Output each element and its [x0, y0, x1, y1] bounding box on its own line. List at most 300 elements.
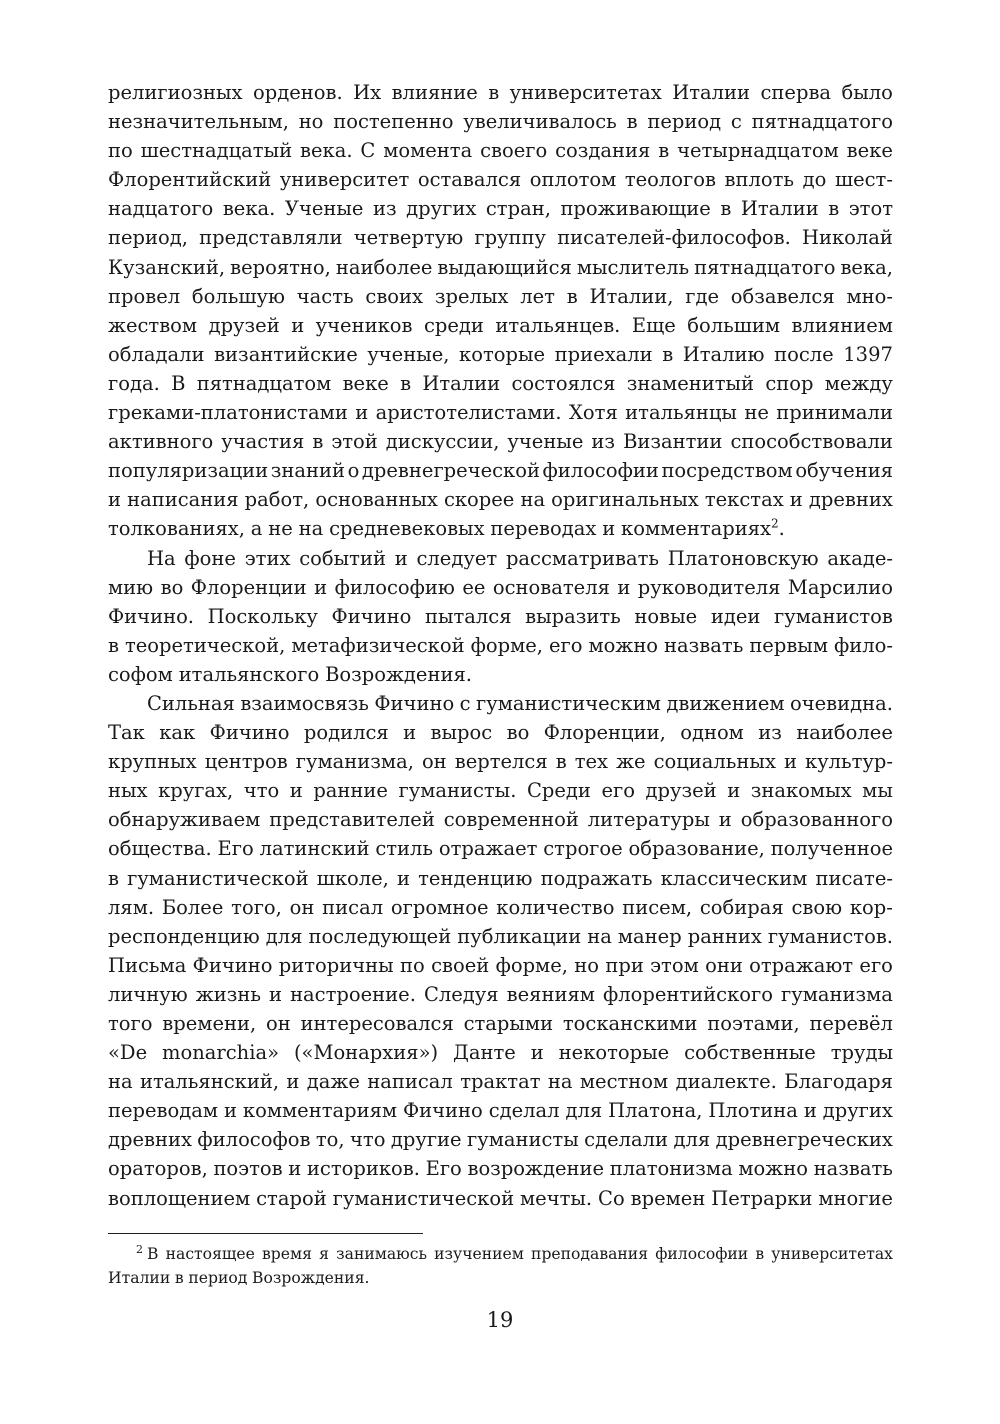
word: гуманистов	[774, 604, 893, 628]
word: современной	[443, 808, 579, 832]
word: Италии	[740, 197, 819, 221]
word: которые	[459, 342, 546, 366]
footnote-divider	[108, 1233, 423, 1234]
page-body	[108, 78, 893, 1213]
word: обладали	[108, 342, 205, 366]
word: Со	[598, 1186, 625, 1210]
word: философии	[542, 459, 659, 483]
word: и	[727, 779, 741, 803]
word: выразить	[525, 604, 621, 628]
word: и	[397, 866, 411, 890]
text-line	[108, 340, 893, 369]
word: софом	[108, 662, 173, 686]
word: Николай	[801, 226, 893, 250]
text-line	[108, 747, 893, 776]
word: стран,	[485, 197, 551, 221]
word: социальных	[653, 750, 776, 774]
word: («Монархия»)	[293, 1041, 439, 1065]
word: платонизма	[609, 1157, 733, 1181]
word: теоретической,	[124, 633, 286, 657]
word: и	[314, 575, 328, 599]
word: в	[828, 197, 840, 221]
word: из	[373, 197, 397, 221]
text-line	[108, 602, 893, 631]
word: принимали	[776, 401, 893, 425]
word: многие	[818, 1186, 893, 1210]
word: Более	[161, 895, 224, 919]
word: в	[312, 430, 324, 454]
word: дискуссии,	[385, 430, 500, 454]
word: древнегреческой	[361, 459, 540, 483]
word: как	[159, 721, 196, 745]
word: писем,	[622, 895, 693, 919]
word: подражать	[540, 866, 653, 890]
word: Марсилио	[787, 575, 893, 599]
word: средневековых	[329, 517, 485, 541]
word: форме,	[470, 633, 543, 657]
word: ораторов,	[108, 1157, 208, 1181]
word: этот	[848, 197, 893, 221]
word: орденов.	[252, 81, 343, 104]
word: года.	[108, 371, 160, 395]
word: философии	[655, 1245, 749, 1263]
word: сделал	[488, 1099, 560, 1123]
word: университетах	[509, 81, 662, 104]
word: латинский	[259, 837, 370, 861]
word: идеи	[710, 604, 761, 628]
word: полученное	[770, 837, 893, 861]
word: на	[298, 517, 324, 541]
word: этих	[244, 546, 291, 570]
word: «De	[108, 1041, 148, 1065]
word: своего	[480, 139, 548, 163]
text-line	[108, 1009, 893, 1038]
word: новые	[634, 604, 698, 628]
word: проживающие	[560, 197, 711, 221]
word: религиозных	[108, 81, 243, 104]
word: он	[289, 895, 315, 919]
word: взаимосвязь	[240, 691, 369, 715]
word: собственные	[684, 1041, 816, 1065]
word: из	[591, 430, 616, 454]
word: активного	[108, 430, 214, 454]
text-line	[108, 456, 893, 485]
word: Фичино	[402, 1099, 483, 1123]
word: культур-	[805, 750, 893, 774]
word: Возрождения.	[252, 1269, 370, 1287]
text-line	[108, 544, 893, 573]
word: и	[108, 488, 121, 512]
word: труды	[830, 1041, 893, 1065]
word: риторичны	[278, 953, 394, 977]
word: гуманистов.	[767, 924, 893, 948]
word: событий	[299, 546, 386, 570]
word: гуманистической	[127, 866, 309, 890]
word: школе,	[316, 866, 389, 890]
text-line	[108, 689, 893, 718]
word: основателя	[492, 575, 610, 599]
word: между	[824, 371, 893, 395]
word: респонденцию	[108, 924, 260, 948]
word: в	[662, 342, 674, 366]
word: Фичино	[192, 953, 273, 977]
word: где	[685, 284, 719, 308]
word: гуманистическим	[476, 691, 661, 715]
word: древних	[108, 1128, 192, 1152]
text-line	[108, 194, 893, 223]
word: ученые,	[367, 342, 450, 366]
word: приехали	[554, 342, 653, 366]
word: века.	[299, 139, 353, 163]
word: веке	[846, 139, 893, 163]
word: во	[160, 575, 184, 599]
word: он	[421, 750, 447, 774]
word: вырос	[430, 721, 493, 745]
text-line	[108, 485, 893, 514]
word: старыми	[463, 1012, 554, 1035]
word: оплотом	[529, 168, 617, 192]
word: для	[565, 1099, 603, 1123]
word: на	[108, 1070, 133, 1094]
word: четвертую	[353, 226, 464, 250]
word: Фичино	[374, 691, 455, 715]
word: пятнадцатом	[196, 371, 332, 395]
word: время	[262, 1245, 312, 1263]
word: с	[730, 110, 742, 134]
word: Платоновскую	[667, 546, 819, 570]
word: толкованиях,	[108, 517, 245, 541]
word: ных	[108, 779, 148, 803]
word: лям.	[108, 895, 155, 919]
word: о	[347, 459, 360, 483]
word: некоторые	[558, 1041, 670, 1065]
word: друзей	[645, 779, 717, 803]
word: Италии	[672, 81, 751, 104]
word: пятнадцатого	[694, 255, 836, 279]
word: аристотелистами.	[375, 401, 562, 425]
word: спор	[765, 371, 814, 395]
word: в	[626, 110, 638, 134]
word: гуманисты.	[398, 779, 517, 803]
word: метафизической	[291, 633, 465, 657]
word: друзей	[208, 313, 280, 337]
word: он	[265, 1012, 291, 1035]
word: преподавания	[531, 1245, 649, 1263]
word: университет	[279, 168, 410, 192]
word: Италию	[682, 342, 765, 366]
word: и	[718, 808, 732, 832]
word: можно	[588, 633, 659, 657]
word: Хотя	[569, 401, 618, 425]
footnote-line	[108, 1266, 893, 1290]
word: во	[506, 721, 530, 745]
word: того	[108, 1012, 153, 1035]
word: среди	[423, 313, 484, 337]
word: литературы	[587, 808, 710, 832]
word: и	[783, 750, 797, 774]
word: итальянского	[178, 662, 320, 686]
word: тосканскими	[562, 1012, 698, 1035]
word: Фичино	[331, 604, 412, 628]
word: жизнь	[195, 982, 261, 1006]
word: одном	[680, 721, 744, 745]
text-line	[108, 980, 893, 1009]
word: историков.	[306, 1157, 420, 1181]
word: момента	[383, 139, 473, 163]
word: теологов	[624, 168, 716, 192]
word: и	[289, 779, 303, 803]
word: monarchia»	[162, 1041, 280, 1065]
word: центров	[204, 750, 288, 774]
text-line	[108, 78, 893, 107]
word: Фичино	[209, 721, 290, 745]
text-line	[108, 922, 893, 951]
text-line	[108, 864, 893, 893]
word: настоящее	[165, 1245, 255, 1263]
word: по	[108, 139, 133, 163]
word: Письма	[108, 953, 187, 977]
word: что	[243, 779, 280, 803]
word: способствовали	[730, 430, 893, 454]
word: в	[174, 1269, 184, 1287]
word: веяниям	[506, 982, 595, 1006]
word: С	[360, 139, 376, 163]
word: знаменитый	[626, 371, 755, 395]
word: участия	[221, 430, 305, 454]
word: Еще	[631, 313, 676, 337]
word: и	[291, 313, 305, 337]
word: же	[616, 750, 646, 774]
word: руководителя	[637, 575, 781, 599]
word: писате-	[815, 866, 893, 890]
word: гуманизма	[781, 982, 893, 1006]
word: не	[744, 401, 769, 425]
text-line	[108, 718, 893, 747]
word: для	[265, 924, 303, 948]
word: написания	[127, 488, 239, 512]
word: а	[250, 517, 263, 541]
text-line	[108, 282, 893, 311]
word: незначительным,	[108, 110, 289, 134]
word: его	[548, 633, 583, 657]
word: образованного	[740, 808, 893, 832]
word: пятнадцатого	[751, 110, 893, 134]
word: движением	[666, 691, 785, 715]
word: гуманистической	[332, 1186, 515, 1210]
word: в	[658, 139, 670, 163]
word: влияние	[391, 81, 478, 104]
word: веке	[342, 371, 389, 395]
word: Его	[425, 1157, 462, 1181]
word: тех	[574, 750, 609, 774]
word: Италии,	[589, 284, 674, 308]
word: из	[758, 721, 782, 745]
word: назвать	[813, 1157, 893, 1181]
word: поэтами,	[707, 1012, 800, 1035]
word: скорее	[443, 488, 515, 512]
word: и	[403, 721, 417, 745]
word: и	[617, 575, 631, 599]
word: итальянцев.	[495, 313, 621, 337]
word: в	[755, 1245, 765, 1263]
text-line	[108, 311, 893, 340]
word: Флоренции,	[543, 721, 666, 745]
footnote-reference[interactable]: 2	[771, 516, 779, 531]
word: другие	[390, 1128, 462, 1152]
text-line	[108, 1125, 893, 1154]
word: было	[841, 81, 893, 104]
word: манер	[617, 924, 682, 948]
word: знакомых	[750, 779, 852, 803]
word: знаний	[270, 459, 345, 483]
word: комментариям	[242, 1099, 398, 1123]
word: кругах,	[158, 779, 234, 803]
word: и	[223, 1099, 237, 1123]
word: Флоренции	[190, 575, 307, 599]
text-line	[108, 427, 893, 456]
word: тенденцию	[418, 866, 533, 890]
word: представителей	[269, 808, 435, 832]
word: представляли	[199, 226, 343, 250]
text-line	[108, 107, 893, 136]
word: интересовался	[300, 1012, 454, 1035]
word: в	[555, 750, 567, 774]
word: в	[488, 81, 500, 104]
text-line	[108, 223, 893, 252]
word: и	[286, 1070, 300, 1094]
word: писателей-философов.	[557, 226, 791, 250]
word: фоне	[184, 546, 236, 570]
word: сперва	[760, 81, 832, 104]
word: греками-платонистами	[108, 401, 348, 425]
word: переводам	[108, 1099, 219, 1123]
word: $^2$ В	[136, 1242, 159, 1263]
word: Следуя	[423, 982, 499, 1006]
word: этой	[331, 430, 378, 454]
word: и	[269, 982, 283, 1006]
word: период,	[108, 226, 188, 250]
word: текстах	[704, 488, 784, 512]
word: и	[288, 1157, 302, 1181]
word: на	[587, 924, 612, 948]
word: и	[530, 1041, 544, 1065]
word: я	[319, 1245, 329, 1263]
word: четырнадцатом	[677, 139, 839, 163]
word: и	[602, 517, 616, 541]
word: первым	[749, 633, 828, 657]
word: классическим	[660, 866, 808, 890]
word: они	[705, 953, 743, 977]
word: следует	[416, 546, 498, 570]
word: пытался	[424, 604, 512, 628]
word: в	[108, 866, 119, 890]
word: провел	[108, 284, 181, 308]
text-line	[108, 1067, 893, 1096]
word: назвать	[664, 633, 744, 657]
word: В	[171, 371, 186, 395]
text-line	[108, 573, 893, 602]
word: рассматривать	[505, 546, 659, 570]
word: в	[720, 197, 732, 221]
word: группу	[474, 226, 547, 250]
word: в	[566, 284, 578, 308]
word: свою	[791, 895, 843, 919]
word: мно-	[846, 284, 893, 308]
word: философов	[197, 1128, 311, 1152]
word: общества.	[108, 837, 212, 861]
word: период	[647, 110, 722, 134]
text-line	[108, 805, 893, 834]
word: кор-	[849, 895, 893, 919]
word: Петрарки	[711, 1186, 813, 1210]
word: что	[350, 1128, 386, 1152]
word: надцатого	[108, 197, 214, 221]
word: старой	[256, 1186, 327, 1210]
word: на	[520, 488, 546, 512]
text-line	[108, 1038, 893, 1067]
word: акаде-	[827, 546, 893, 570]
word: Кузанский,	[108, 255, 226, 279]
word: и	[803, 1099, 817, 1123]
word: выдающийся	[437, 255, 572, 279]
word: отражают	[749, 953, 854, 977]
word: ранние	[313, 779, 388, 803]
page-number: 19	[486, 1308, 514, 1332]
word: строгое	[543, 837, 623, 861]
word: воплощением	[108, 1186, 251, 1210]
word: Ученые	[284, 197, 364, 221]
word: мыслитель	[576, 255, 690, 279]
word: популяризации	[108, 459, 269, 483]
word: обучения	[795, 459, 893, 483]
word: местном	[579, 1070, 669, 1094]
word: ученые	[507, 430, 584, 454]
text-line	[108, 398, 893, 427]
word: поэтов	[213, 1157, 283, 1181]
text-line	[108, 165, 893, 194]
word: древнегреческих	[715, 1128, 893, 1152]
word: сделали	[584, 1128, 669, 1152]
word: настроение.	[290, 982, 416, 1006]
word: трактат	[460, 1070, 541, 1094]
word: после	[774, 342, 834, 366]
word: гуманизма,	[295, 750, 414, 774]
footnote-line	[108, 1242, 893, 1266]
word: постепенно	[333, 110, 454, 134]
word: увеличивалось	[463, 110, 617, 134]
word: возрождение	[467, 1157, 605, 1181]
text-line	[108, 1154, 893, 1183]
text-line	[108, 514, 893, 543]
text-line	[108, 1184, 893, 1213]
word: основанных	[315, 488, 438, 512]
word: до	[802, 168, 827, 192]
text-line	[108, 631, 893, 660]
word: работ,	[244, 488, 310, 512]
word: на	[547, 1070, 573, 1094]
word: гуманисты	[467, 1128, 579, 1152]
word: Италии	[108, 1269, 171, 1287]
word: шест-	[834, 168, 893, 192]
word: вертелся	[454, 750, 548, 774]
word: наиболее	[335, 255, 433, 279]
word: и	[789, 488, 803, 512]
word: в	[400, 371, 412, 395]
word: жеством	[108, 313, 198, 337]
word: и	[394, 546, 408, 570]
word: На	[147, 546, 176, 570]
word: вплоть	[724, 168, 795, 192]
